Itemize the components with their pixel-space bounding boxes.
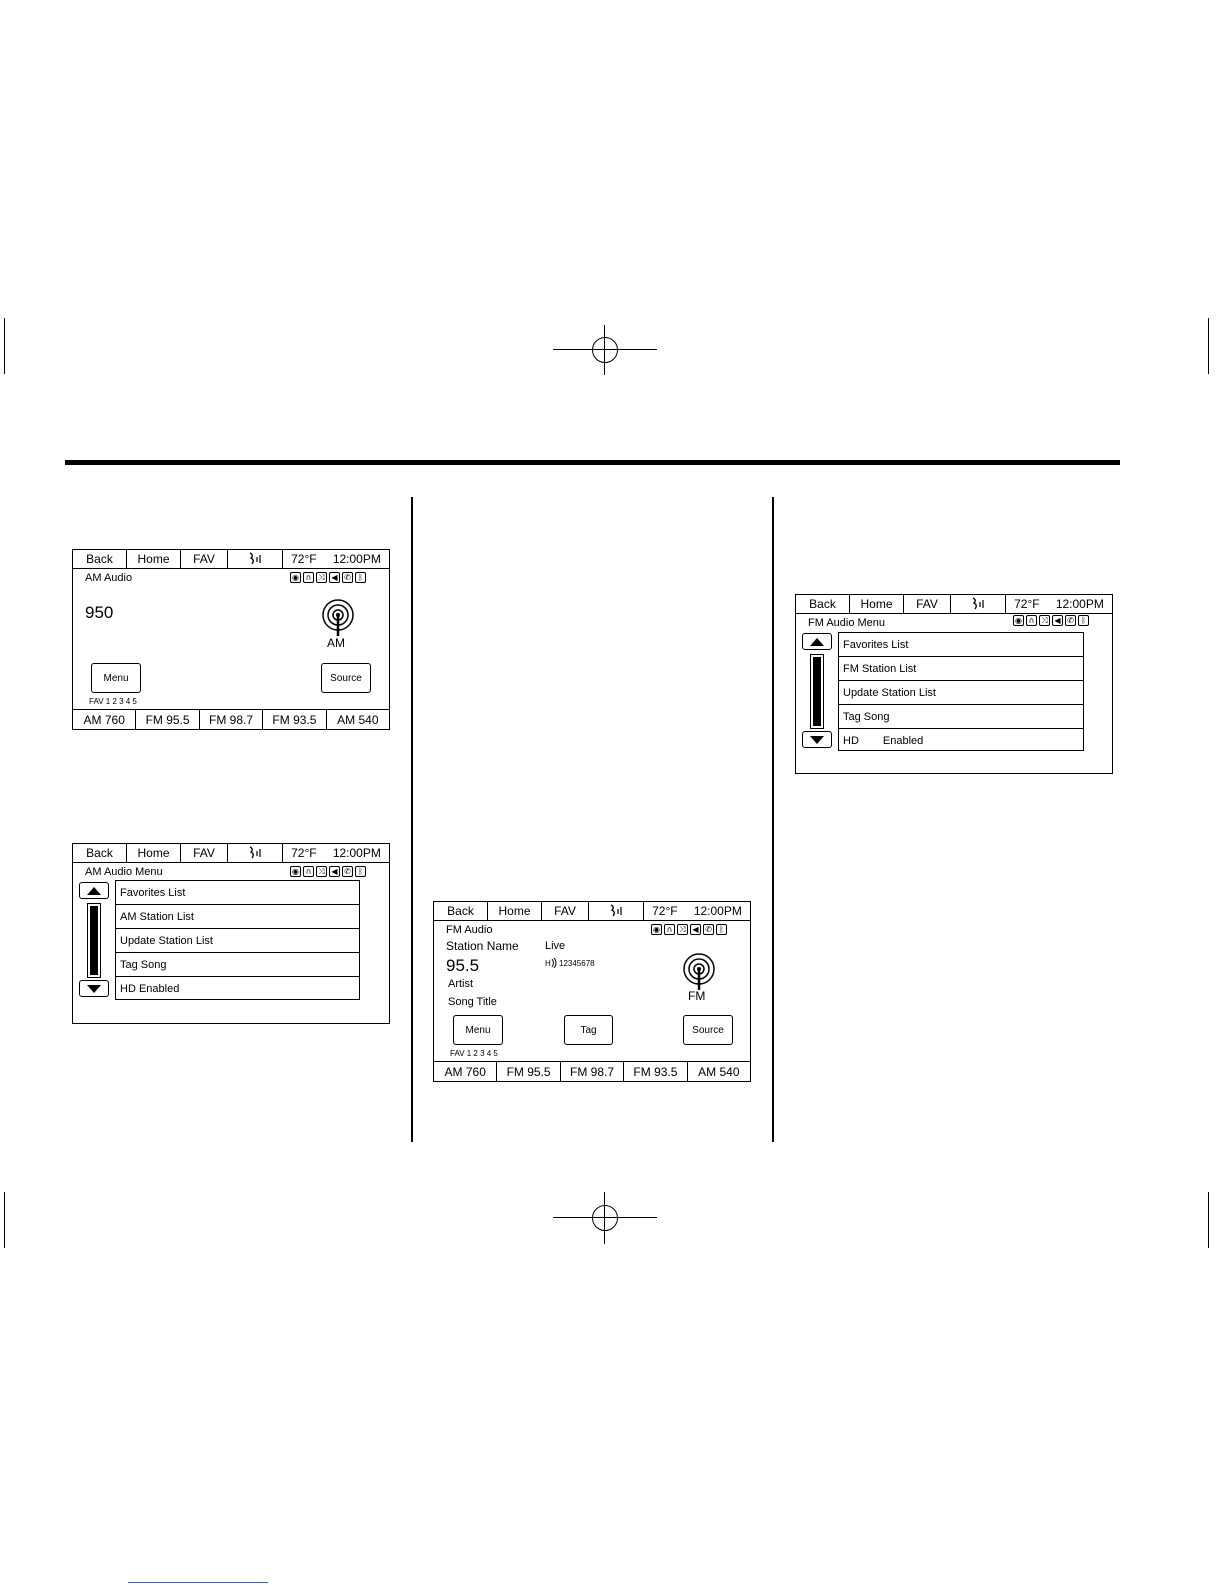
status-area [1006, 595, 1112, 613]
phone-icon: ✆ [703, 924, 714, 935]
hd-radio-icon [545, 958, 559, 968]
scroll-up-button[interactable] [802, 633, 832, 650]
top-bar [796, 595, 1112, 614]
status-area [644, 902, 750, 920]
clock: 12:00PM [332, 846, 381, 860]
band-label: AM [327, 636, 345, 650]
menu-item-update-station-list[interactable]: Update Station List [839, 681, 1083, 705]
band-label: FM [688, 989, 706, 1003]
preset-button[interactable]: FM 98.7 [561, 1062, 624, 1081]
arrow-down-icon [87, 985, 101, 993]
antenna-icon [318, 596, 358, 636]
preset-button[interactable]: FM 93.5 [624, 1062, 687, 1081]
back-button[interactable]: Back [434, 902, 488, 920]
headphones-icon: ∩ [1026, 615, 1037, 626]
arrow-up-icon [810, 638, 824, 646]
preset-button[interactable]: FM 95.5 [497, 1062, 560, 1081]
menu-item-update-station-list[interactable]: Update Station List [116, 929, 359, 953]
bluetooth-icon: ᛒ [1078, 615, 1089, 626]
status-icons [290, 572, 366, 583]
preset-button[interactable]: FM 93.5 [263, 710, 326, 729]
headphones-icon: ∩ [303, 866, 314, 877]
registration-circle [592, 1205, 618, 1231]
song-title-label: Song Title [448, 996, 497, 1008]
scrollbar-thumb[interactable] [90, 906, 98, 975]
column-separator [411, 497, 413, 1142]
menu-item-tag-song[interactable]: Tag Song [116, 953, 359, 977]
screen-title: FM Audio Menu [808, 617, 886, 629]
voice-recognition-button[interactable] [951, 595, 1006, 613]
artist-label: Artist [448, 978, 474, 990]
preset-bar [434, 1061, 750, 1081]
phone-icon: ✆ [342, 572, 353, 583]
menu-list [115, 880, 360, 1000]
home-button[interactable]: Home [127, 844, 181, 862]
phone-icon: ✆ [342, 866, 353, 877]
menu-item-hd-enabled[interactable] [839, 729, 1083, 753]
menu-item-station-list[interactable]: FM Station List [839, 657, 1083, 681]
fm-audio-menu-screen [795, 594, 1113, 774]
voice-recognition-button[interactable] [228, 550, 283, 568]
temperature: 72°F [1014, 597, 1040, 611]
status-icons [651, 924, 727, 935]
back-button[interactable]: Back [73, 550, 127, 568]
arrow-up-icon [87, 887, 101, 895]
preset-button[interactable]: FM 98.7 [200, 710, 263, 729]
preset-button[interactable]: FM 95.5 [136, 710, 199, 729]
am-audio-menu-screen [72, 843, 390, 1024]
voice-recognition-button[interactable] [228, 844, 283, 862]
fav-button[interactable]: FAV [181, 550, 228, 568]
top-bar [73, 844, 389, 863]
temperature: 72°F [652, 904, 678, 918]
clock: 12:00PM [693, 904, 742, 918]
crop-mark [1208, 318, 1209, 374]
scroll-down-button[interactable] [802, 731, 832, 748]
menu-item-station-list[interactable]: AM Station List [116, 905, 359, 929]
eye-icon: ◉ [290, 866, 301, 877]
status-area [283, 844, 389, 862]
voice-recognition-icon [969, 597, 987, 611]
home-button[interactable]: Home [127, 550, 181, 568]
eye-icon: ◉ [290, 572, 301, 583]
preset-button[interactable]: AM 540 [698, 1064, 740, 1079]
crop-mark [4, 1192, 5, 1248]
menu-item-favorites-list[interactable]: Favorites List [839, 633, 1083, 657]
header-rule [65, 460, 1120, 465]
preset-button[interactable]: AM 760 [73, 710, 136, 729]
top-bar [434, 902, 750, 921]
bluetooth-icon: ᛒ [716, 924, 727, 935]
station-frequency: 950 [85, 603, 114, 622]
status-icons [290, 866, 366, 877]
column-separator [772, 497, 774, 1142]
source-button[interactable]: Source [321, 663, 371, 693]
status-icons [1013, 615, 1089, 626]
fav-pages-indicator: FAV 1 2 3 4 5 [450, 1049, 498, 1058]
screen-title: AM Audio [85, 572, 133, 584]
home-button[interactable]: Home [488, 902, 542, 920]
bluetooth-icon: ᛒ [355, 866, 366, 877]
preset-bar [73, 709, 389, 729]
bluetooth-icon: ᛒ [355, 572, 366, 583]
phone-icon: ✆ [1065, 615, 1076, 626]
menu-item-hd-enabled[interactable]: HD Enabled [120, 983, 180, 995]
headphones-icon: ∩ [303, 572, 314, 583]
svg-text:H: H [545, 959, 551, 968]
menu-list [838, 632, 1084, 751]
mute-icon: ◀ [690, 924, 701, 935]
live-indicator: Live [545, 940, 566, 952]
fav-pages-indicator: FAV 1 2 3 4 5 [89, 697, 137, 706]
preset-button[interactable]: AM 760 [434, 1062, 497, 1081]
registration-circle [592, 337, 618, 363]
home-button[interactable]: Home [850, 595, 904, 613]
shuffle-icon: ⤨ [316, 572, 327, 583]
hd-value: Enabled [882, 735, 924, 747]
temperature: 72°F [291, 552, 317, 566]
scrollbar[interactable] [810, 654, 824, 729]
menu-button[interactable]: Menu [91, 663, 141, 693]
scrollbar[interactable] [87, 903, 101, 978]
scroll-up-button[interactable] [79, 882, 109, 899]
voice-recognition-icon [246, 552, 264, 566]
am-audio-screen [72, 549, 390, 730]
hd-channel-number: 12345678 [559, 958, 595, 968]
fm-audio-screen [433, 901, 751, 1082]
mute-icon: ◀ [329, 866, 340, 877]
crop-mark [4, 318, 5, 374]
temperature: 72°F [291, 846, 317, 860]
antenna-icon [679, 950, 719, 990]
scroll-down-button[interactable] [79, 980, 109, 997]
hd-label: HD [843, 735, 859, 747]
back-button[interactable]: Back [796, 595, 850, 613]
screen-title: FM Audio [446, 924, 493, 936]
clock: 12:00PM [1055, 597, 1104, 611]
footer-underline [128, 1582, 268, 1583]
fav-button[interactable]: FAV [181, 844, 228, 862]
preset-button[interactable]: AM 540 [337, 712, 379, 727]
tag-button[interactable]: Tag [564, 1015, 613, 1045]
station-frequency: 95.5 [446, 956, 480, 975]
scrollbar-thumb[interactable] [813, 657, 821, 726]
fav-button[interactable]: FAV [542, 902, 589, 920]
shuffle-icon: ⤨ [677, 924, 688, 935]
shuffle-icon: ⤨ [316, 866, 327, 877]
crop-mark [1208, 1192, 1209, 1248]
mute-icon: ◀ [1052, 615, 1063, 626]
eye-icon: ◉ [651, 924, 662, 935]
menu-button[interactable]: Menu [453, 1015, 503, 1045]
menu-item-favorites-list[interactable]: Favorites List [116, 881, 359, 905]
shuffle-icon: ⤨ [1039, 615, 1050, 626]
fav-button[interactable]: FAV [904, 595, 951, 613]
hd-channel-indicator [545, 958, 595, 968]
station-name: Station Name [446, 939, 519, 953]
arrow-down-icon [810, 736, 824, 744]
eye-icon: ◉ [1013, 615, 1024, 626]
back-button[interactable]: Back [73, 844, 127, 862]
voice-recognition-icon [607, 904, 625, 918]
top-bar [73, 550, 389, 569]
voice-recognition-button[interactable] [589, 902, 644, 920]
source-button[interactable]: Source [683, 1015, 733, 1045]
menu-item-tag-song[interactable]: Tag Song [839, 705, 1083, 729]
headphones-icon: ∩ [664, 924, 675, 935]
clock: 12:00PM [332, 552, 381, 566]
voice-recognition-icon [246, 846, 264, 860]
screen-title: AM Audio Menu [85, 866, 163, 878]
status-area [283, 550, 389, 568]
mute-icon: ◀ [329, 572, 340, 583]
